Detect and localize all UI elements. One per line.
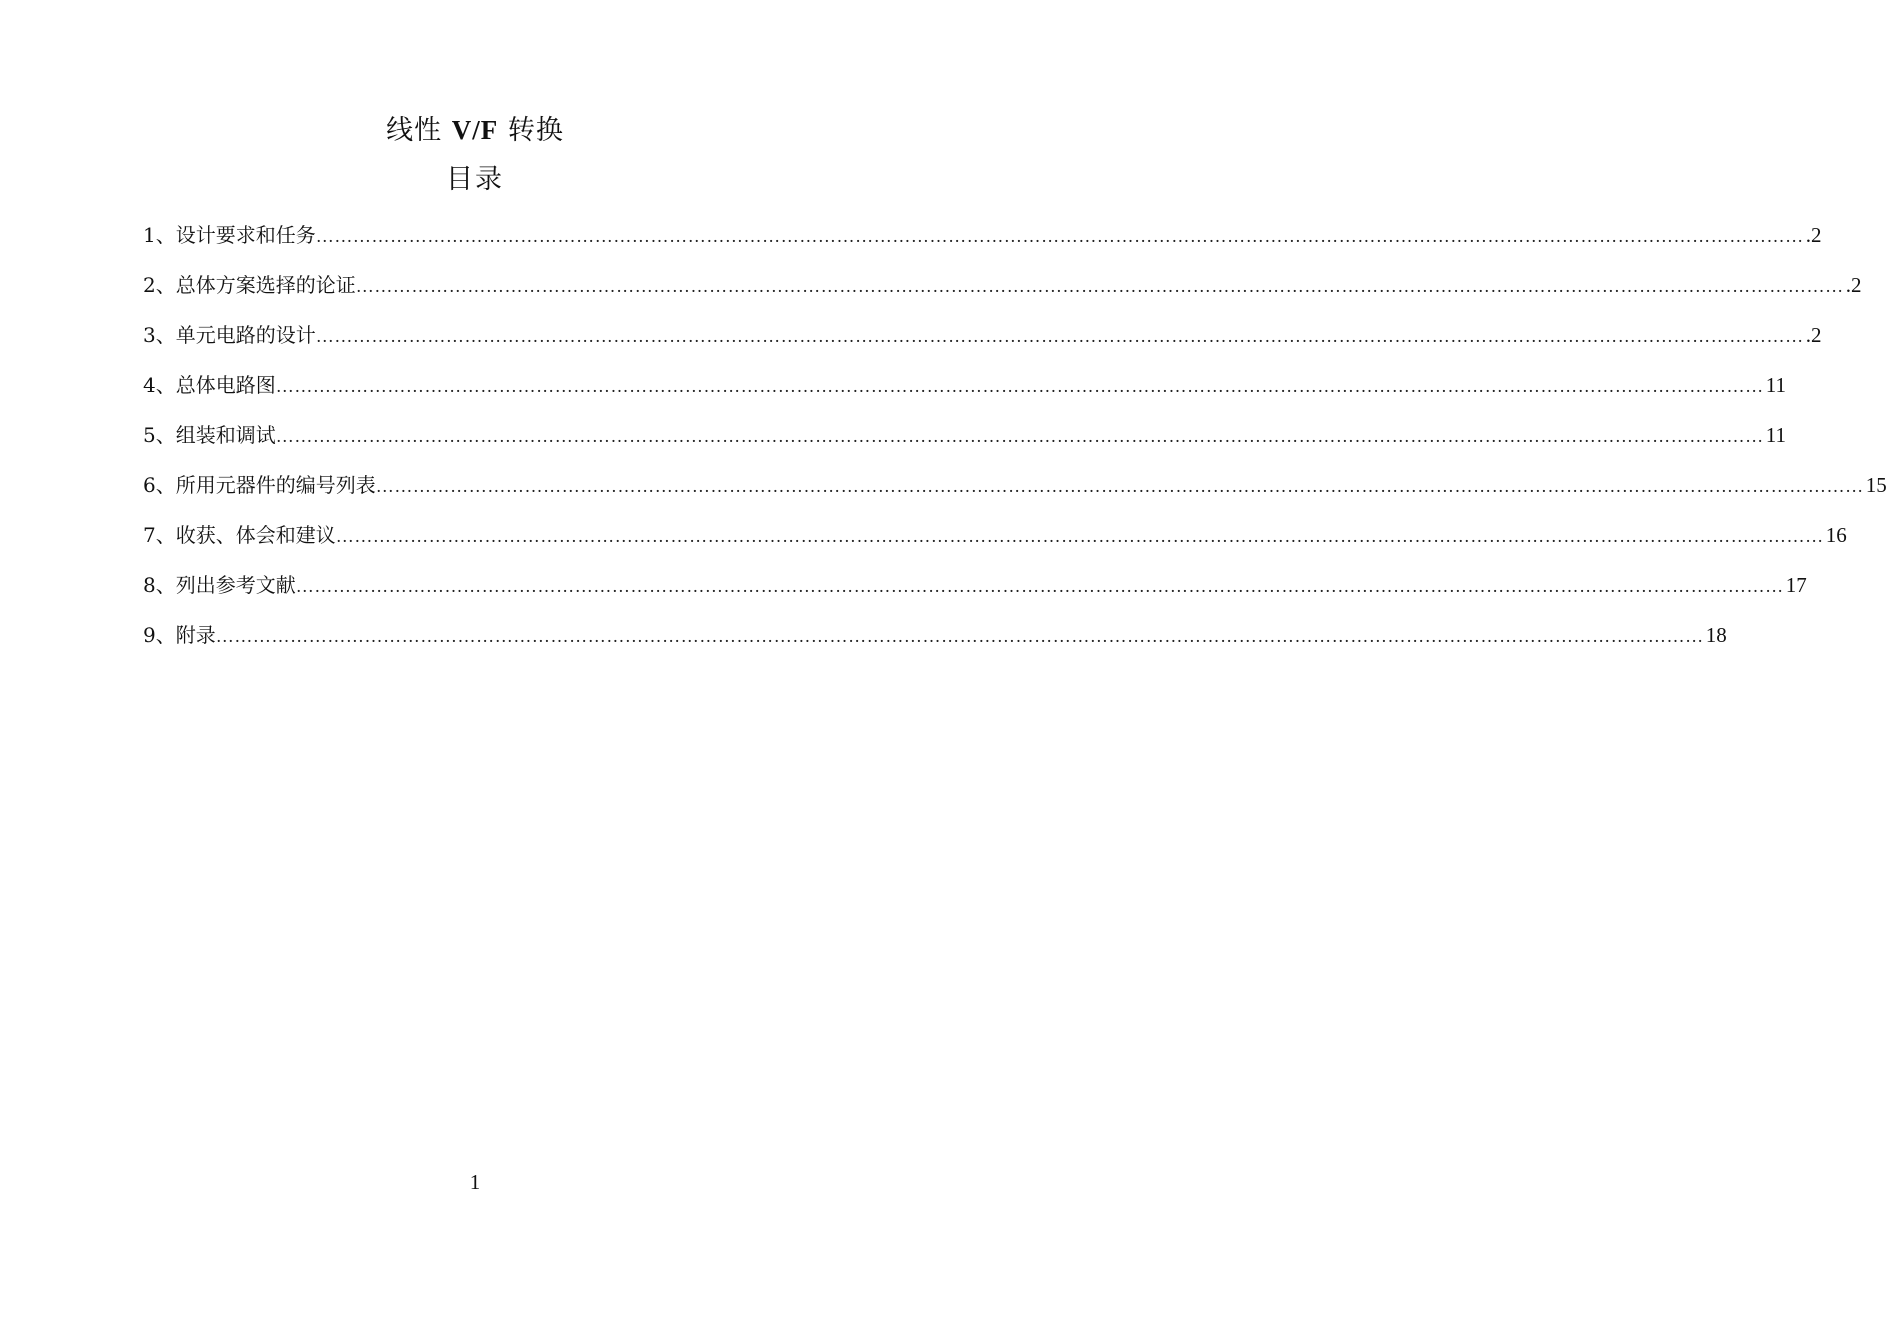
toc-entry[interactable] xyxy=(143,220,1822,270)
toc-entry-label: 6、所用元器件的编号列表 xyxy=(143,473,376,497)
toc-entry-page: 11 xyxy=(1765,373,1786,397)
toc-dot-leader: …………………………………………………………………………………………………………………………………………………………………………………………………………………… xyxy=(355,276,1844,296)
title-prefix: 线性 xyxy=(386,115,452,146)
toc-heading: 目录 xyxy=(446,164,504,195)
toc-dot-leader: …………………………………………………………………………………………………………………………………………………………………………………………………………………… xyxy=(315,326,1804,346)
toc-entry-label: 3、单元电路的设计 xyxy=(143,323,316,347)
toc-entry-label: 2、总体方案选择的论证 xyxy=(143,273,356,297)
toc-entry[interactable] xyxy=(143,370,1786,420)
toc-entry[interactable] xyxy=(143,570,1807,620)
toc-entry[interactable] xyxy=(143,320,1822,370)
toc-entry-page: .2 xyxy=(1805,223,1822,247)
toc-entry-page: 16 xyxy=(1825,523,1847,547)
title-bold: V/F xyxy=(451,115,499,145)
toc-entry-label: 9、附录 xyxy=(143,623,216,647)
toc-entry-page: 18 xyxy=(1705,623,1727,647)
toc-entry-page: 11 xyxy=(1765,423,1786,447)
toc-dot-leader: …………………………………………………………………………………………………………………………………………………………………………………………………………………… xyxy=(375,476,1864,496)
toc-dot-leader: …………………………………………………………………………………………………………………………………………………………………………………………………………………… xyxy=(275,426,1764,446)
toc-entry-label: 1、设计要求和任务 xyxy=(143,223,316,247)
toc-entry[interactable] xyxy=(143,470,1887,520)
toc-entry[interactable] xyxy=(143,270,1862,320)
toc-entry-page: 15 xyxy=(1865,473,1887,497)
table-of-contents xyxy=(143,220,1887,670)
toc-entry-label: 8、列出参考文献 xyxy=(143,573,296,597)
toc-dot-leader: …………………………………………………………………………………………………………………………………………………………………………………………………………………… xyxy=(335,526,1824,546)
document-title xyxy=(0,110,950,151)
toc-entry-label: 7、收获、体会和建议 xyxy=(143,523,336,547)
title-suffix: 转换 xyxy=(498,115,564,146)
toc-dot-leader: …………………………………………………………………………………………………………………………………………………………………………………………………………………… xyxy=(295,576,1784,596)
toc-entry-page: .2 xyxy=(1805,323,1822,347)
toc-entry[interactable] xyxy=(143,620,1727,670)
page-number: 1 xyxy=(469,1170,481,1194)
toc-entry-page: 17 xyxy=(1785,573,1807,597)
toc-entry-label: 5、组装和调试 xyxy=(143,423,276,447)
toc-dot-leader: …………………………………………………………………………………………………………………………………………………………………………………………………………………… xyxy=(275,376,1764,396)
toc-entry-label: 4、总体电路图 xyxy=(143,373,276,397)
toc-dot-leader: …………………………………………………………………………………………………………………………………………………………………………………………………………………… xyxy=(215,626,1704,646)
toc-entry[interactable] xyxy=(143,420,1786,470)
toc-entry-page: .2 xyxy=(1845,273,1862,297)
toc-entry[interactable] xyxy=(143,520,1847,570)
toc-dot-leader: …………………………………………………………………………………………………………………………………………………………………………………………………………………… xyxy=(315,226,1804,246)
